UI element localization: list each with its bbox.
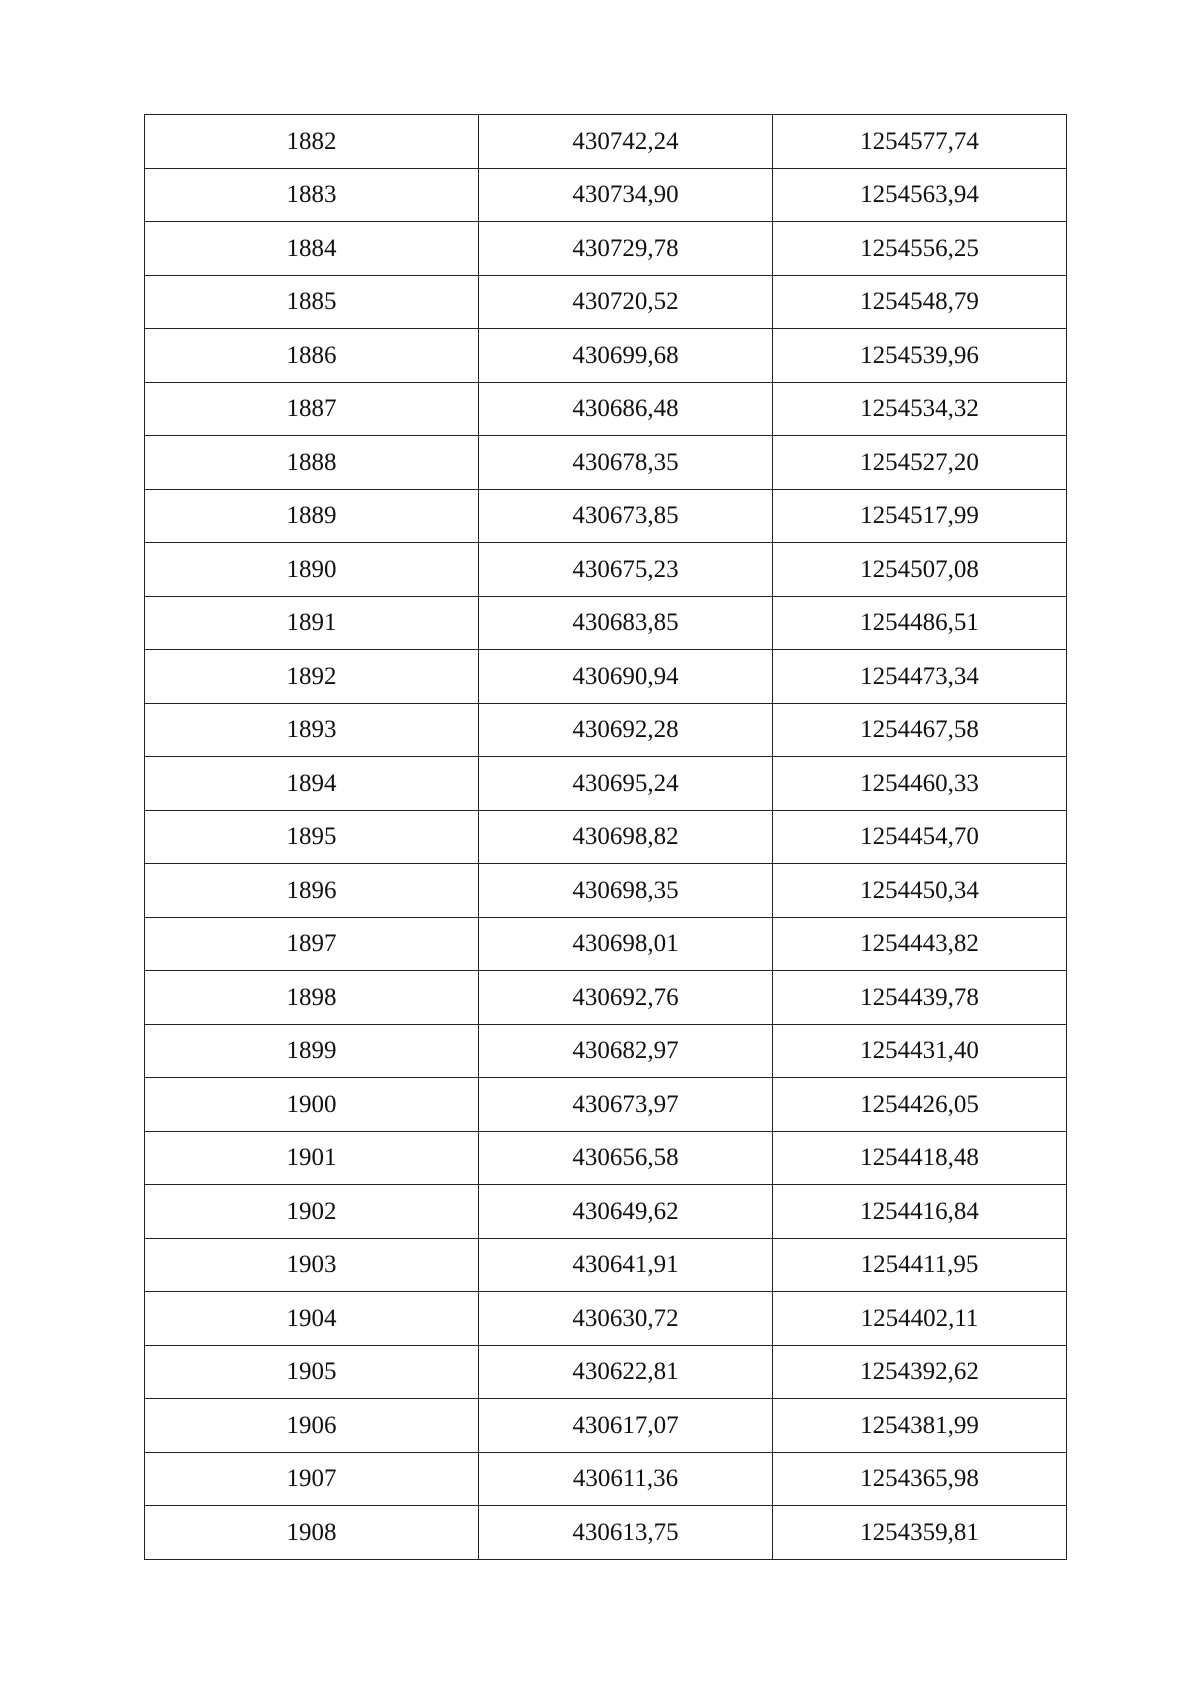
x-coordinate-cell: 430742,24 [479,115,773,169]
x-coordinate-cell: 430729,78 [479,222,773,276]
table-row [145,1345,1067,1399]
x-coordinate-cell: 430692,28 [479,703,773,757]
x-coordinate-cell: 430641,91 [479,1238,773,1292]
table-row [145,275,1067,329]
x-coordinate-cell: 430673,97 [479,1078,773,1132]
y-coordinate-cell: 1254473,34 [773,650,1067,704]
table-row [145,489,1067,543]
x-coordinate-cell: 430699,68 [479,329,773,383]
y-coordinate-cell: 1254527,20 [773,436,1067,490]
table-row [145,1131,1067,1185]
point-number-cell: 1903 [145,1238,479,1292]
table-row [145,650,1067,704]
table-row [145,1452,1067,1506]
x-coordinate-cell: 430698,35 [479,864,773,918]
table-row [145,596,1067,650]
table-row [145,1078,1067,1132]
table-row [145,168,1067,222]
table-row [145,543,1067,597]
point-number-cell: 1897 [145,917,479,971]
point-number-cell: 1902 [145,1185,479,1239]
point-number-cell: 1901 [145,1131,479,1185]
point-number-cell: 1892 [145,650,479,704]
y-coordinate-cell: 1254454,70 [773,810,1067,864]
table-row [145,703,1067,757]
y-coordinate-cell: 1254467,58 [773,703,1067,757]
point-number-cell: 1896 [145,864,479,918]
point-number-cell: 1882 [145,115,479,169]
y-coordinate-cell: 1254548,79 [773,275,1067,329]
x-coordinate-cell: 430656,58 [479,1131,773,1185]
point-number-cell: 1906 [145,1399,479,1453]
point-number-cell: 1885 [145,275,479,329]
x-coordinate-cell: 430690,94 [479,650,773,704]
point-number-cell: 1899 [145,1024,479,1078]
point-number-cell: 1887 [145,382,479,436]
point-number-cell: 1904 [145,1292,479,1346]
y-coordinate-cell: 1254416,84 [773,1185,1067,1239]
point-number-cell: 1888 [145,436,479,490]
x-coordinate-cell: 430720,52 [479,275,773,329]
table-row [145,810,1067,864]
y-coordinate-cell: 1254517,99 [773,489,1067,543]
y-coordinate-cell: 1254411,95 [773,1238,1067,1292]
y-coordinate-cell: 1254402,11 [773,1292,1067,1346]
table-row [145,1399,1067,1453]
point-number-cell: 1907 [145,1452,479,1506]
table-row [145,1238,1067,1292]
x-coordinate-cell: 430698,01 [479,917,773,971]
y-coordinate-cell: 1254556,25 [773,222,1067,276]
point-number-cell: 1883 [145,168,479,222]
table-row [145,864,1067,918]
point-number-cell: 1891 [145,596,479,650]
point-number-cell: 1890 [145,543,479,597]
y-coordinate-cell: 1254359,81 [773,1506,1067,1560]
point-number-cell: 1905 [145,1345,479,1399]
table-row [145,917,1067,971]
x-coordinate-cell: 430734,90 [479,168,773,222]
x-coordinate-cell: 430698,82 [479,810,773,864]
point-number-cell: 1900 [145,1078,479,1132]
coordinates-table-body [145,115,1067,1560]
x-coordinate-cell: 430682,97 [479,1024,773,1078]
table-row [145,1185,1067,1239]
x-coordinate-cell: 430678,35 [479,436,773,490]
point-number-cell: 1893 [145,703,479,757]
x-coordinate-cell: 430675,23 [479,543,773,597]
table-row [145,382,1067,436]
y-coordinate-cell: 1254563,94 [773,168,1067,222]
point-number-cell: 1886 [145,329,479,383]
y-coordinate-cell: 1254418,48 [773,1131,1067,1185]
point-number-cell: 1894 [145,757,479,811]
table-row [145,329,1067,383]
y-coordinate-cell: 1254534,32 [773,382,1067,436]
table-row [145,1292,1067,1346]
point-number-cell: 1908 [145,1506,479,1560]
y-coordinate-cell: 1254439,78 [773,971,1067,1025]
point-number-cell: 1884 [145,222,479,276]
x-coordinate-cell: 430683,85 [479,596,773,650]
y-coordinate-cell: 1254365,98 [773,1452,1067,1506]
y-coordinate-cell: 1254443,82 [773,917,1067,971]
x-coordinate-cell: 430622,81 [479,1345,773,1399]
table-row [145,115,1067,169]
y-coordinate-cell: 1254381,99 [773,1399,1067,1453]
table-row [145,971,1067,1025]
y-coordinate-cell: 1254392,62 [773,1345,1067,1399]
x-coordinate-cell: 430695,24 [479,757,773,811]
table-row [145,757,1067,811]
y-coordinate-cell: 1254539,96 [773,329,1067,383]
x-coordinate-cell: 430617,07 [479,1399,773,1453]
table-row [145,222,1067,276]
x-coordinate-cell: 430692,76 [479,971,773,1025]
table-row [145,436,1067,490]
y-coordinate-cell: 1254450,34 [773,864,1067,918]
y-coordinate-cell: 1254426,05 [773,1078,1067,1132]
y-coordinate-cell: 1254577,74 [773,115,1067,169]
y-coordinate-cell: 1254486,51 [773,596,1067,650]
x-coordinate-cell: 430686,48 [479,382,773,436]
coordinates-table [144,114,1067,1560]
x-coordinate-cell: 430611,36 [479,1452,773,1506]
x-coordinate-cell: 430630,72 [479,1292,773,1346]
table-row [145,1024,1067,1078]
x-coordinate-cell: 430649,62 [479,1185,773,1239]
x-coordinate-cell: 430613,75 [479,1506,773,1560]
point-number-cell: 1898 [145,971,479,1025]
point-number-cell: 1889 [145,489,479,543]
y-coordinate-cell: 1254431,40 [773,1024,1067,1078]
y-coordinate-cell: 1254460,33 [773,757,1067,811]
point-number-cell: 1895 [145,810,479,864]
table-row [145,1506,1067,1560]
y-coordinate-cell: 1254507,08 [773,543,1067,597]
x-coordinate-cell: 430673,85 [479,489,773,543]
